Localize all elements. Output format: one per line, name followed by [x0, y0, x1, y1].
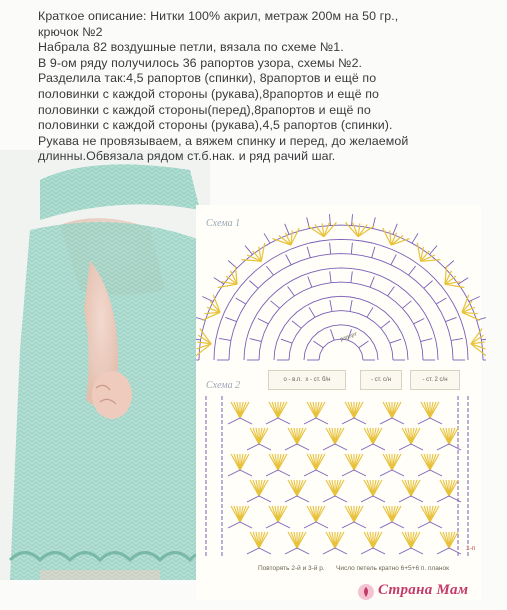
chain-arch — [399, 548, 423, 554]
chain-arch — [380, 470, 404, 476]
chain-arch — [285, 548, 309, 554]
stitch-mark — [412, 233, 418, 243]
stitch-mark — [258, 319, 269, 324]
chain-arch — [361, 444, 385, 450]
stitch-mark — [381, 321, 390, 328]
fan-cluster-stroke — [197, 344, 212, 349]
stitch-mark — [409, 266, 416, 275]
chain-arch — [323, 548, 347, 554]
chain-arch — [399, 496, 423, 502]
description-line: половинки с каждой стороны (рукава),4,5 рапортов (спинки). — [38, 118, 393, 133]
chart-row — [229, 254, 453, 360]
chain-arch — [437, 548, 461, 554]
stitch-mark — [308, 277, 312, 288]
footnote-side: 1-п — [466, 545, 476, 552]
stitch-mark — [236, 298, 246, 304]
chain-arch — [304, 522, 328, 528]
fan-cluster-stroke — [471, 344, 486, 356]
chain-arch — [342, 418, 366, 424]
legend-text: о - в.п. — [283, 377, 302, 383]
fan-cluster-stroke — [417, 243, 420, 261]
chain-arch — [228, 522, 252, 528]
chain-arch — [380, 418, 404, 424]
chain-arch — [323, 444, 347, 450]
chain-arch — [304, 418, 328, 424]
description-line: Краткое описание: Нитки 100% акрил, метраж 200м на 50 гр., — [38, 9, 399, 23]
stitch-mark — [458, 278, 468, 284]
chain-arch — [247, 496, 271, 502]
stitch-mark — [469, 297, 480, 302]
stitch-mark — [421, 339, 433, 342]
stitch-mark — [424, 281, 433, 289]
stitch-mark — [330, 243, 331, 254]
chart-row — [274, 296, 408, 360]
description-line: Рукава не провязываем, а вяжем спинку и перед, до желаемой — [38, 133, 409, 148]
legend-text: х - ст. б/н — [305, 377, 331, 383]
description-block — [38, 9, 478, 165]
chain-arch — [304, 470, 328, 476]
stitch-mark — [281, 339, 292, 343]
footnote-repeat: Повторять 2-й и 3-й р. — [258, 565, 325, 572]
stitch-mark — [350, 300, 352, 311]
description-line: Набрала 82 воздушные петли, вязала по схеме №1. — [38, 40, 344, 55]
chart-row — [259, 282, 423, 360]
stitch-mark — [388, 287, 395, 296]
chain-arch — [266, 470, 290, 476]
stitch-mark — [330, 300, 332, 311]
chain-arch — [418, 470, 442, 476]
stitch-mark — [436, 298, 446, 304]
stitch-mark — [196, 338, 201, 340]
footnote-multiple: Число петель кратно 6+5+6 п. планок — [336, 565, 449, 572]
fan-cluster-stroke — [471, 344, 486, 349]
chain-arch — [266, 522, 290, 528]
chain-arch — [323, 496, 347, 502]
chain-arch — [437, 496, 461, 502]
chain-arch — [437, 444, 461, 450]
stitch-mark — [330, 214, 331, 225]
stitch-mark — [352, 214, 353, 225]
legend-stitch-1 — [268, 370, 346, 390]
stitch-mark — [402, 301, 411, 309]
chain-arch — [418, 418, 442, 424]
stitch-mark — [292, 321, 301, 328]
stitch-mark — [331, 329, 335, 340]
chain-arch — [418, 522, 442, 528]
chain-arch — [247, 444, 271, 450]
stitch-mark — [414, 319, 425, 324]
fan-cluster-stroke — [196, 344, 211, 356]
chain-arch — [266, 418, 290, 424]
stitch-mark — [351, 243, 352, 254]
stitch-mark — [351, 271, 352, 282]
schema-1-label: Схема 1 — [206, 218, 241, 229]
chain-arch — [247, 548, 271, 554]
description-line: В 9-ом ряду получилось 36 рапортов узора, схемы №2. — [38, 55, 363, 70]
legend-stitch-3 — [410, 370, 460, 390]
fan-cluster-stroke — [218, 284, 237, 287]
stitch-mark — [271, 301, 280, 309]
stitch-mark — [264, 233, 270, 243]
stitch-mark — [249, 281, 258, 289]
stitch-mark — [367, 307, 373, 317]
stitch-mark — [307, 247, 310, 258]
chain-arch — [361, 548, 385, 554]
stitch-mark — [225, 317, 236, 321]
legend-text: - ст. 2 с/н — [422, 377, 448, 383]
stitch-mark — [245, 246, 253, 255]
description-line: крючок №2 — [38, 24, 103, 39]
stitch-mark — [372, 247, 375, 258]
stitch-mark — [330, 271, 331, 282]
site-logo-icon — [356, 582, 376, 602]
schema-1-side-label: рапорт — [339, 331, 358, 343]
stitch-mark — [370, 277, 374, 288]
stitch-mark — [214, 278, 224, 284]
stitch-mark — [266, 266, 273, 275]
site-watermark: Страна Мам — [378, 582, 469, 598]
chain-arch — [342, 470, 366, 476]
schema-2-label: Схема 2 — [206, 380, 241, 391]
stitch-mark — [359, 341, 369, 348]
fan-cluster-stroke — [324, 223, 329, 237]
chain-arch — [380, 522, 404, 528]
stitch-mark — [390, 339, 401, 343]
chain-arch — [228, 470, 252, 476]
chain-arch — [285, 444, 309, 450]
stitch-mark — [286, 255, 291, 265]
stitch-mark — [250, 339, 262, 342]
legend-text: - ст. с/н — [370, 377, 392, 383]
chain-arch — [342, 522, 366, 528]
stitch-mark — [445, 317, 456, 321]
chain-arch — [228, 418, 252, 424]
stitch-mark — [288, 287, 295, 296]
legend-stitch-2 — [360, 370, 402, 390]
chain-arch — [361, 496, 385, 502]
stitch-mark — [309, 307, 315, 317]
stitch-mark — [202, 297, 213, 302]
fan-cluster-stroke — [353, 223, 358, 237]
stitch-mark — [219, 338, 231, 340]
chain-arch — [285, 496, 309, 502]
chain-arch — [399, 444, 423, 450]
description-line: половинки с каждой стороны(перед),8рапортов и ещё по — [38, 102, 371, 117]
stitch-mark — [481, 338, 486, 340]
stitch-mark — [391, 255, 396, 265]
stitch-mark — [314, 341, 324, 348]
stitch-mark — [430, 246, 438, 255]
description-line: Разделила так:4,5 рапортов (спинки), 8рапортов и ещё по — [38, 71, 377, 86]
stitch-mark — [451, 338, 463, 340]
fan-cluster-stroke — [261, 243, 264, 261]
description-line: половинки с каждой стороны (рукава),8рапортов и ещё по — [38, 86, 379, 101]
fan-cluster-stroke — [445, 284, 464, 287]
description-line: длинны.Обвязала рядом ст.б.нак. и ряд рачий шаг. — [38, 149, 336, 164]
schema-2-grid-chart — [200, 392, 475, 562]
doll-dress-photo — [0, 150, 210, 580]
